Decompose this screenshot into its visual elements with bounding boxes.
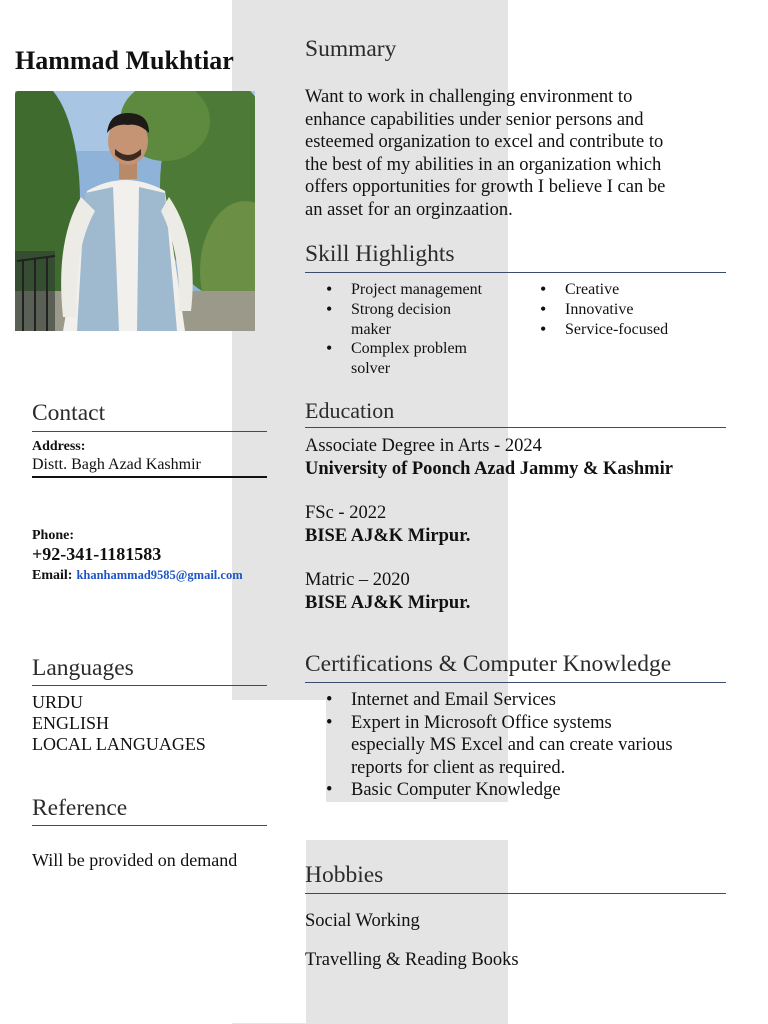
hobby-item: Travelling & Reading Books bbox=[305, 950, 519, 970]
language-item: ENGLISH bbox=[32, 713, 109, 733]
skills-list-left bbox=[305, 280, 520, 379]
certification-item: • Expert in Microsoft Office systems especially MS Excel and can create various reports for client as required. bbox=[305, 712, 725, 780]
certifications-list bbox=[305, 689, 725, 802]
school: University of Poonch Azad Jammy & Kashmir bbox=[305, 458, 673, 479]
summary-line: enhance capabilities under senior persons and bbox=[305, 109, 644, 130]
skill-item: • Service-focused bbox=[519, 320, 724, 340]
language-item: LOCAL LANGUAGES bbox=[32, 734, 206, 754]
school: BISE AJ&K Mirpur. bbox=[305, 525, 471, 546]
education-entry bbox=[305, 435, 673, 480]
summary-line: offers opportunities for growth I believe I can be bbox=[305, 177, 666, 197]
hobby-item: Social Working bbox=[305, 911, 420, 931]
summary-heading: Summary bbox=[305, 36, 397, 62]
skills-list-right bbox=[519, 280, 724, 339]
email-link[interactable]: khanhammad9585@gmail.com bbox=[76, 568, 243, 582]
email-label: Email: bbox=[32, 568, 73, 583]
languages-list bbox=[32, 692, 206, 755]
email-row bbox=[32, 566, 243, 584]
certification-item: • Internet and Email Services bbox=[305, 689, 725, 712]
education-heading: Education bbox=[305, 398, 395, 423]
phone-value: +92-341-1181583 bbox=[32, 544, 162, 564]
summary-line: esteemed organization to excel and contribute to bbox=[305, 132, 664, 152]
summary-line: the best of my abilities in an organization which bbox=[305, 154, 662, 175]
hobbies-rule bbox=[305, 893, 726, 894]
languages-rule bbox=[32, 685, 267, 686]
languages-heading: Languages bbox=[32, 655, 134, 681]
certifications-heading: Certifications & Computer Knowledge bbox=[305, 651, 672, 677]
skill-item: • Complex problem solver bbox=[305, 339, 520, 379]
summary-line: Want to work in challenging environment to bbox=[305, 87, 633, 107]
summary-text bbox=[305, 86, 725, 221]
education-rule bbox=[305, 427, 726, 428]
degree: Associate Degree in Arts - 2024 bbox=[305, 436, 542, 456]
address-label: Address: bbox=[32, 439, 86, 454]
skill-item: • Project management bbox=[305, 280, 520, 300]
reference-text: Will be provided on demand bbox=[32, 850, 238, 870]
contact-rule bbox=[32, 431, 267, 432]
school: BISE AJ&K Mirpur. bbox=[305, 592, 471, 613]
profile-photo bbox=[15, 91, 255, 331]
certification-item: • Basic Computer Knowledge bbox=[305, 779, 725, 802]
band-gap bbox=[306, 802, 508, 840]
certifications-rule bbox=[305, 682, 726, 683]
skill-item: • Creative bbox=[519, 280, 724, 300]
hobbies-heading: Hobbies bbox=[305, 862, 384, 888]
summary-line: an asset for an orginzaation. bbox=[305, 199, 513, 220]
degree: Matric – 2020 bbox=[305, 570, 410, 590]
skill-item: • Strong decision maker bbox=[305, 300, 520, 340]
reference-rule bbox=[32, 825, 267, 826]
band-gap bbox=[232, 802, 306, 1023]
skills-rule bbox=[305, 272, 726, 273]
skills-heading: Skill Highlights bbox=[305, 241, 455, 267]
language-item: URDU bbox=[32, 692, 84, 712]
address-value: Distt. Bagh Azad Kashmir bbox=[32, 456, 201, 473]
education-entry bbox=[305, 569, 470, 614]
skill-item: • Innovative bbox=[519, 300, 724, 320]
full-name: Hammad Mukhtiar bbox=[15, 46, 234, 75]
degree: FSc - 2022 bbox=[305, 503, 387, 523]
contact-heading: Contact bbox=[32, 400, 106, 426]
reference-heading: Reference bbox=[32, 795, 128, 821]
phone-label: Phone: bbox=[32, 528, 74, 543]
address-rule bbox=[32, 476, 267, 478]
education-entry bbox=[305, 502, 470, 547]
